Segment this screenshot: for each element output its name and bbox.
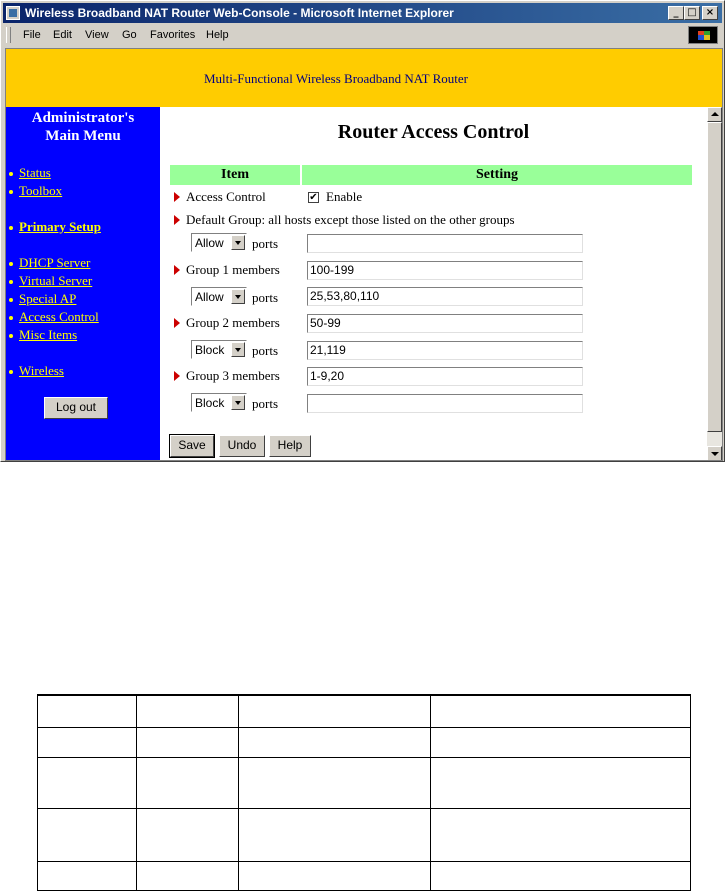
sidebar-item-misc-items[interactable]: Misc Items	[9, 327, 77, 343]
dropdown-arrow-icon[interactable]	[231, 289, 245, 304]
logout-button[interactable]: Log out	[44, 397, 108, 419]
sidebar-item-primary-setup[interactable]: Primary Setup	[9, 219, 101, 235]
table-cell	[38, 695, 137, 727]
sidebar-item-wireless[interactable]: Wireless	[9, 363, 64, 379]
default-group-row: Default Group: all hosts except those listed on the other groups	[174, 212, 515, 228]
bullet-icon	[9, 262, 13, 266]
page-viewport	[5, 48, 723, 461]
dropdown-arrow-icon[interactable]	[231, 395, 245, 410]
ports-label: ports	[252, 343, 278, 358]
sidebar-title	[6, 109, 160, 145]
red-arrow-icon	[174, 265, 180, 275]
default-group-policy-select[interactable]: Allow	[191, 233, 247, 252]
sidebar-item-status[interactable]: Status	[9, 165, 51, 181]
menu-edit[interactable]: Edit	[53, 29, 72, 41]
sidebar-title-line2: Main Menu	[45, 128, 121, 144]
group-1-members-input[interactable]: 100-199	[307, 261, 583, 280]
table-row	[38, 727, 691, 757]
bullet-icon	[9, 190, 13, 194]
table-cell	[38, 727, 137, 757]
table-cell	[431, 727, 691, 757]
help-button[interactable]: Help	[269, 435, 311, 457]
red-arrow-icon	[174, 318, 180, 328]
table-cell	[137, 727, 239, 757]
scroll-up-arrow-icon[interactable]	[707, 107, 722, 122]
dropdown-arrow-icon[interactable]	[231, 342, 245, 357]
table-cell	[239, 757, 431, 808]
table-cell	[137, 695, 239, 727]
banner-title: Multi-Functional Wireless Broadband NAT Router	[203, 71, 469, 86]
table-row	[38, 757, 691, 808]
bullet-icon	[9, 226, 13, 230]
red-arrow-icon	[174, 371, 180, 381]
ports-label: ports	[252, 396, 278, 411]
table-cell	[239, 695, 431, 727]
header-banner	[6, 49, 722, 107]
group-3-policy-select[interactable]: Block	[191, 393, 247, 412]
table-cell	[137, 757, 239, 808]
group-1-row: Group 1 members	[174, 262, 280, 278]
table-cell	[431, 808, 691, 861]
sidebar-item-virtual-server[interactable]: Virtual Server	[9, 273, 92, 289]
bullet-icon	[9, 316, 13, 320]
group-3-row: Group 3 members	[174, 368, 280, 384]
table-header-item: Item	[170, 165, 300, 185]
menu-view[interactable]: View	[85, 29, 109, 41]
table-cell	[239, 727, 431, 757]
title-bar[interactable]	[3, 3, 722, 23]
menu-file[interactable]: File	[23, 29, 41, 41]
bullet-icon	[9, 280, 13, 284]
enable-label: Enable	[326, 189, 363, 204]
table-cell	[38, 808, 137, 861]
page-title: Router Access Control	[337, 121, 530, 143]
bullet-icon	[9, 172, 13, 176]
table-cell	[38, 861, 137, 890]
sidebar	[6, 107, 160, 461]
sidebar-item-dhcp-server[interactable]: DHCP Server	[9, 255, 90, 271]
vertical-scrollbar[interactable]	[707, 107, 722, 461]
ports-label: ports	[252, 290, 278, 305]
table-cell	[431, 861, 691, 890]
menu-go[interactable]: Go	[122, 29, 137, 41]
ie-page-icon	[6, 6, 20, 20]
menu-favorites[interactable]: Favorites	[150, 29, 196, 41]
table-cell	[239, 861, 431, 890]
table-cell	[239, 808, 431, 861]
maximize-button[interactable]: □	[684, 6, 700, 20]
table-cell	[431, 695, 691, 727]
sidebar-item-special-ap[interactable]: Special AP	[9, 291, 76, 307]
ports-label: ports	[252, 236, 278, 251]
menu-help[interactable]: Help	[206, 29, 229, 41]
scrollbar-thumb[interactable]	[707, 122, 722, 432]
sidebar-title-line1: Administrator's	[31, 110, 135, 126]
dropdown-arrow-icon[interactable]	[231, 235, 245, 250]
sidebar-item-access-control[interactable]: Access Control	[9, 309, 99, 325]
table-cell	[431, 757, 691, 808]
bullet-icon	[9, 370, 13, 374]
group-3-members-input[interactable]: 1-9,20	[307, 367, 583, 386]
group-2-policy-select[interactable]: Block	[191, 340, 247, 359]
table-header-setting: Setting	[302, 165, 692, 185]
table-row	[38, 695, 691, 727]
undo-button[interactable]: Undo	[219, 435, 265, 457]
windows-logo-icon	[688, 26, 718, 44]
scroll-down-arrow-icon[interactable]	[707, 446, 722, 461]
access-control-enable-checkbox[interactable]: ✔	[309, 192, 318, 203]
group-1-policy-select[interactable]: Allow	[191, 287, 247, 306]
group-2-members-input[interactable]: 50-99	[307, 314, 583, 333]
group-2-ports-input[interactable]: 21,119	[307, 341, 583, 360]
table-cell	[137, 861, 239, 890]
bullet-icon	[9, 334, 13, 338]
table-row	[38, 808, 691, 861]
default-group-ports-input[interactable]	[307, 234, 583, 253]
group-1-ports-input[interactable]: 25,53,80,110	[307, 287, 583, 306]
table-row	[38, 861, 691, 890]
close-button[interactable]: ×	[702, 6, 718, 20]
save-button[interactable]: Save	[170, 435, 214, 457]
minimize-button[interactable]: _	[668, 6, 684, 20]
group-3-ports-input[interactable]	[307, 394, 583, 413]
window-title: Wireless Broadband NAT Router Web-Console - Microsoft Internet Explorer	[25, 6, 454, 20]
red-arrow-icon	[174, 192, 180, 202]
table-cell	[38, 757, 137, 808]
menu-grip	[6, 27, 11, 43]
red-arrow-icon	[174, 215, 180, 225]
access-control-row: Access Control	[174, 189, 266, 205]
table-cell	[137, 808, 239, 861]
document-table	[37, 694, 691, 891]
sidebar-item-toolbox[interactable]: Toolbox	[9, 183, 62, 199]
menu-bar	[3, 25, 722, 45]
group-2-row: Group 2 members	[174, 315, 280, 331]
bullet-icon	[9, 298, 13, 302]
main-content	[160, 107, 707, 461]
